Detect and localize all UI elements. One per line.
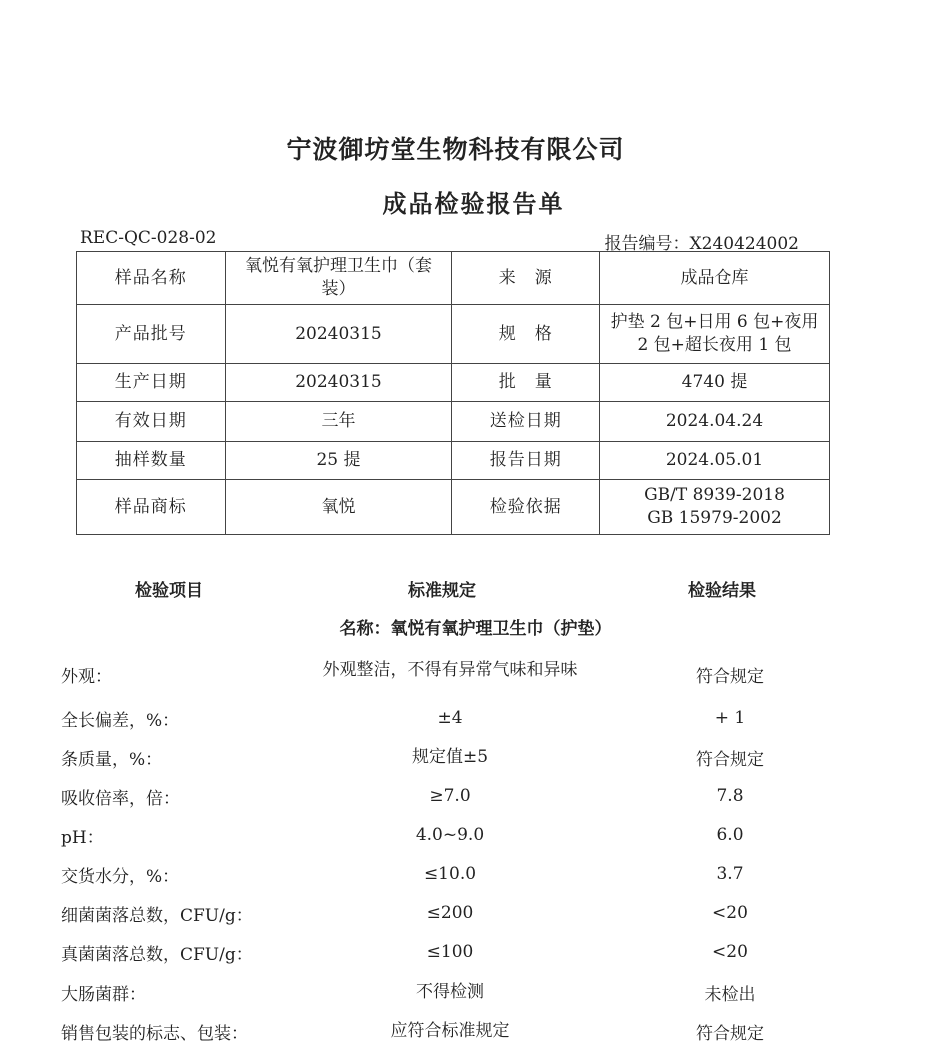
info-value [225,252,452,305]
test-standard [300,646,600,694]
test-standard: 4.0~9.0 [415,825,485,845]
info-label: 样品名称 [77,252,226,305]
info-row [77,480,830,535]
info-row [77,364,830,402]
info-row [77,252,830,305]
test-item: 条质量，%： [61,749,163,770]
test-standard: ≤10.0 [423,864,477,884]
result-row [0,738,935,776]
test-result: <20 [712,942,748,962]
test-standard: 应符合标准规定 [390,1021,510,1041]
info-label: 批 量 [452,364,600,402]
column-header-standard: 标准规定 [408,581,476,601]
info-value [600,480,830,535]
report-title: 成品检验报告单 [382,190,565,218]
test-item: 细菌菌落总数，CFU/g： [61,905,253,926]
info-value: 2024.05.01 [600,442,830,480]
result-row [0,816,935,854]
info-value [600,305,830,364]
info-value: 20240315 [225,305,452,364]
info-label: 有效日期 [77,402,226,442]
info-label: 规 格 [452,305,600,364]
info-value-text: 氧悦有氧护理卫生巾（套装） [244,256,432,299]
report-number: 报告编号：X240424002 [604,234,799,254]
info-value: 氧悦 [225,480,452,535]
test-item: 吸收倍率，倍： [61,788,180,809]
test-result: + 1 [714,708,746,728]
result-row [0,855,935,893]
test-standard: ≤200 [426,903,474,923]
info-label: 产品批号 [77,305,226,364]
info-value: 三年 [225,402,452,442]
info-value: 成品仓库 [600,252,830,305]
info-label: 抽样数量 [77,442,226,480]
info-label: 检验依据 [452,480,600,535]
column-header-result: 检验结果 [688,581,756,601]
result-row [0,933,935,971]
test-result: 3.7 [716,864,744,884]
test-result: 符合规定 [696,1023,764,1044]
column-header-item: 检验项目 [135,581,203,601]
info-row [77,402,830,442]
form-code: REC-QC-028-02 [80,228,217,248]
info-label: 报告日期 [452,442,600,480]
test-result: 7.8 [716,786,744,806]
result-row [0,777,935,815]
test-standard: 不得检测 [416,982,484,1002]
test-standard-text: 外观整洁，不得有异常气味和异味 [322,660,578,680]
test-item: 外观： [61,666,112,687]
test-result: 6.0 [716,825,744,845]
standard-line: GB 15979-2002 [647,508,782,528]
result-row [0,973,935,1011]
info-value-text: 护垫 2 包+日用 6 包+夜用 2 包+超长夜用 1 包 [610,312,819,355]
info-value: 2024.04.24 [600,402,830,442]
result-row [0,1012,935,1050]
test-result: 符合规定 [696,749,764,770]
info-row [77,442,830,480]
result-row [0,650,935,698]
info-label: 送检日期 [452,402,600,442]
result-row [0,699,935,737]
test-item: 交货水分，%： [61,866,180,887]
standard-line: GB/T 8939-2018 [644,485,785,505]
test-item: 全长偏差，%： [61,710,180,731]
test-standard: ±4 [437,708,463,728]
test-item: 销售包装的标志、包装： [61,1023,248,1044]
result-row [0,894,935,932]
test-result: 符合规定 [696,666,764,687]
test-result: 未检出 [704,984,756,1005]
test-item: 真菌菌落总数，CFU/g： [61,944,253,965]
test-item: 大肠菌群： [61,984,146,1005]
test-standard: ≥7.0 [429,786,471,806]
info-label: 样品商标 [77,480,226,535]
test-result: <20 [712,903,748,923]
test-item: pH： [61,827,104,848]
product-section-title: 名称：氧悦有氧护理卫生巾（护垫） [339,619,612,639]
info-label: 生产日期 [77,364,226,402]
info-value: 20240315 [225,364,452,402]
info-value: 25 提 [225,442,452,480]
info-value: 4740 提 [600,364,830,402]
company-name: 宁波御坊堂生物科技有限公司 [286,135,625,164]
test-standard: ≤100 [426,942,474,962]
info-row [77,305,830,364]
info-label: 来 源 [452,252,600,305]
product-info-table [76,251,830,535]
test-standard: 规定值±5 [411,747,489,767]
